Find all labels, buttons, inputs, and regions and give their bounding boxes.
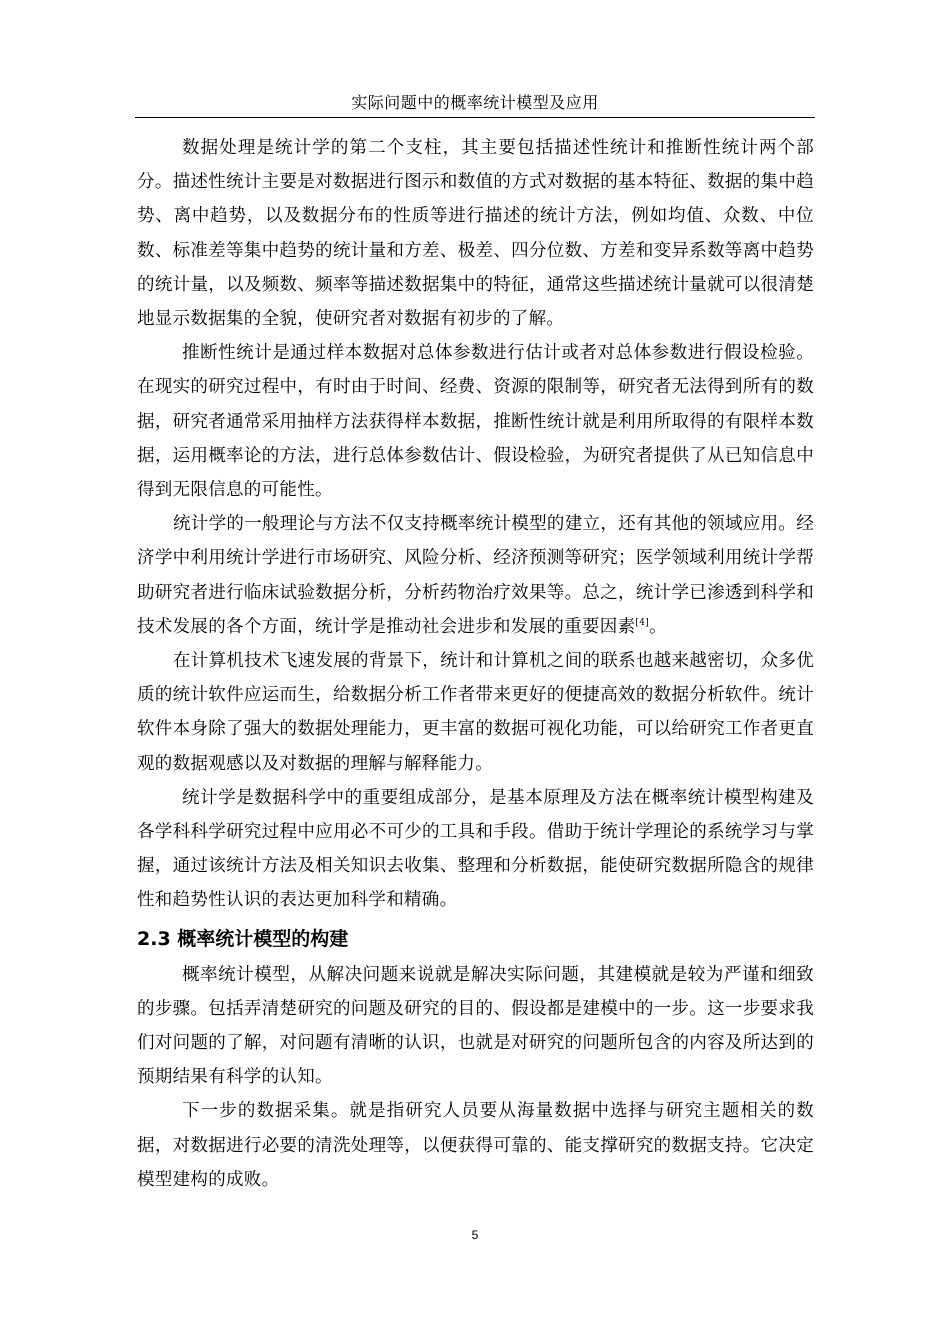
paragraph-model-construction: 概率统计模型，从解决问题来说就是解决实际问题，其建模就是较为严谨和细致的步骤。包括弄清楚研究的问题及研究的目的、假设都是建模中的一步。这一步要求我们对问题的了解，对问题有清晰的认识，也就是对研究的问题所包含的内容及所达到的预期结果有科学的认知。: [137, 964, 814, 1088]
header-rule: [135, 117, 815, 118]
citation-marker[interactable]: [4]: [635, 617, 650, 628]
citation-tail: 。: [649, 616, 667, 637]
running-header: 实际问题中的概率统计模型及应用: [351, 93, 599, 112]
paragraph-statistics-importance: 统计学是数据科学中的重要组成部分，是基本原理及方法在概率统计模型构建及各学科科学研究过程中应用必不可少的工具和手段。借助于统计学理论的系统学习与掌握，通过该统计方法及相关知识去收集、整理和分析数据，能使研究数据所隐含的规律性和趋势性认识的表达更加科学和精确。: [137, 787, 814, 911]
paragraph-statistical-software: 在计算机技术飞速发展的背景下，统计和计算机之间的联系也越来越密切，众多优质的统计软件应运而生，给数据分析工作者带来更好的便捷高效的数据分析软件。统计软件本身除了强大的数据处理能力，更丰富的数据可视化功能，可以给研究工作者更直观的数据观感以及对数据的理解与解释能力。: [137, 651, 814, 774]
section-heading: 2.3 概率统计模型的构建: [137, 927, 349, 950]
paragraph-descriptive-statistics: 数据处理是统计学的第二个支柱，其主要包括描述性统计和推断性统计两个部分。描述性统计主要是对数据进行图示和数值的方式对数据的基本特征、数据的集中趋势、离中趋势，以及数据分布的性质等进行描述的统计方法，例如均值、众数、中位数、标准差等集中趋势的统计量和方差、极差、四分位数、方差和变异系数等离中趋势的统计量，以及频数、频率等描述数据集中的特征，通常这些描述统计量就可以很清楚地显示数据集的全貌，使研究者对数据有初步的了解。: [137, 138, 814, 330]
paragraph-inferential-statistics: 推断性统计是通过样本数据对总体参数进行估计或者对总体参数进行假设检验。在现实的研究过程中，有时由于时间、经费、资源的限制等，研究者无法得到所有的数据，研究者通常采用抽样方法获得样本数据，推断性统计就是利用所取得的有限样本数据，运用概率论的方法，进行总体参数估计、假设检验，为研究者提供了从已知信息中得到无限信息的可能性。: [137, 343, 814, 501]
paragraph-statistics-applications: [137, 507, 814, 644]
page-number: 5: [471, 1228, 479, 1242]
body-text: [137, 131, 814, 1197]
paragraph-data-collection: 下一步的数据采集。就是指研究人员要从海量数据中选择与研究主题相关的数据，对数据进行必要的清洗处理等，以便获得可靠的、能支撑研究的数据支持。它决定模型建构的成败。: [137, 1101, 814, 1190]
paragraph-statistics-applications-text: 统计学的一般理论与方法不仅支持概率统计模型的建立，还有其他的领域应用。经济学中利用统计学进行市场研究、风险分析、经济预测等研究；医学领域利用统计学帮助研究者进行临床试验数据分析，分析药物治疗效果等。总之，统计学已渗透到科学和技术发展的各个方面，统计学是推动社会进步和发展的重要因素: [137, 514, 814, 637]
